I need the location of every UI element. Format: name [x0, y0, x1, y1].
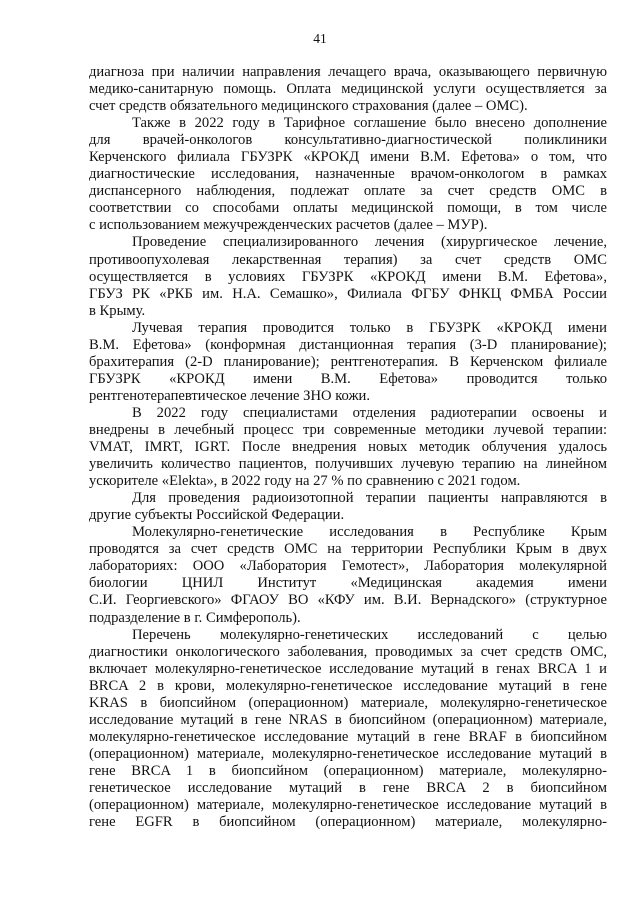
text-line: В 2022 году специалистами отделения радиотерапии освоены и	[132, 404, 607, 421]
text-line: внедрены в лечебный процесс три современные методики лучевой терапии:	[89, 421, 607, 438]
text-line: В.М. Ефетова» (конформная дистанционная терапия (3-D планирование);	[89, 336, 607, 353]
document-body	[89, 64, 607, 831]
text-line: BRCA 2 в крови, молекулярно-генетическое исследование мутаций в гене	[89, 677, 607, 694]
text-line: Также в 2022 году в Тарифное соглашение было внесено дополнение	[132, 115, 607, 132]
paragraph	[89, 234, 607, 319]
paragraph	[89, 320, 607, 405]
text-line: противоопухолевая лекарственная терапия) за счет средств ОМС	[89, 251, 607, 268]
text-line: биологии ЦНИЛ Институт «Медицинская академия имени	[89, 575, 607, 592]
text-line: лабораториях: ООО «Лаборатория Гемотест», Лаборатория молекулярной	[89, 558, 607, 575]
text-line: С.И. Георгиевского» ФГАОУ ВО «КФУ им. В.И. Вернадского» (структурное	[89, 592, 607, 609]
text-line: исследование мутаций в гене NRAS в биопсийном (операционном) материале,	[89, 711, 607, 728]
page-number: 41	[313, 31, 327, 46]
text-line: увеличить количество пациентов, получивших лучевую терапию на линейном	[89, 456, 607, 473]
text-line: Перечень молекулярно-генетических исследований с целью	[132, 626, 607, 643]
text-line: соответствии со способами оплаты медицинской помощи, в том числе	[89, 200, 607, 217]
text-line: Проведение специализированного лечения (хирургическое лечение,	[132, 234, 607, 251]
text-line: ускорителе «Elekta», в 2022 году на 27 % по сравнению с 2021 годом.	[89, 473, 521, 490]
text-line: счет средств обязательного медицинского страхования (далее – ОМС).	[89, 98, 528, 115]
text-line: Лучевая терапия проводится только в ГБУЗРК «КРОКД имени	[132, 319, 607, 336]
text-line: ГБУЗРК «КРОКД имени В.М. Ефетова» проводится только	[89, 370, 607, 387]
text-line: KRAS в биопсийном (операционном) материале, молекулярно-генетическое	[89, 694, 607, 711]
text-line: гене EGFR в биопсийном (операционном) материале, молекулярно-	[89, 814, 607, 831]
text-line: брахитерапия (2-D планирование); рентгенотерапия. В Керченском филиале	[89, 353, 607, 370]
text-line: рентгенотерапевтическое лечение ЗНО кожи.	[89, 387, 371, 404]
paragraph	[89, 115, 607, 234]
text-line: (операционном) материале, молекулярно-генетическое исследование мутаций в	[89, 797, 607, 814]
text-line: гене BRCA 1 в биопсийном (операционном) материале, молекулярно-	[89, 762, 607, 779]
text-line: в Крыму.	[89, 302, 146, 319]
text-line: Молекулярно-генетические исследования в Республике Крым	[132, 524, 607, 541]
text-line: генетическое исследование мутаций в гене BRCA 2 в биопсийном	[89, 779, 607, 796]
text-line: подразделение в г. Симферополь).	[89, 609, 301, 626]
text-line: ГБУЗ РК «РКБ им. Н.А. Семашко», Филиала ФГБУ ФНКЦ ФМБА России	[89, 285, 607, 302]
text-line: (операционном) материале, молекулярно-генетическое исследование мутаций в	[89, 745, 607, 762]
text-line: диспансерного наблюдения, подлежат оплате за счет средств ОМС в	[89, 183, 607, 200]
text-line: медико-санитарную помощь. Оплата медицинской услуги осуществляется за	[89, 81, 607, 98]
text-line: осуществляется в условиях ГБУЗРК «КРОКД имени В.М. Ефетова»,	[89, 268, 607, 285]
text-line: VMAT, IMRT, IGRT. После внедрения новых методик облучения удалось	[89, 439, 607, 456]
text-line: проводятся за счет средств ОМС на территории Республики Крым в двух	[89, 541, 607, 558]
text-line: Для проведения радиоизотопной терапии пациенты направляются в	[132, 490, 607, 507]
text-line: диагностические исследования, назначенные врачом-онкологом в рамках	[89, 166, 607, 183]
text-line: с использованием межучрежденческих расчетов (далее – МУР).	[89, 217, 488, 234]
text-line: Керченского филиала ГБУЗРК «КРОКД имени В.М. Ефетова» о том, что	[89, 149, 607, 166]
text-line: для врачей-онкологов консультативно-диагностической поликлиники	[89, 132, 607, 149]
paragraph	[89, 405, 607, 490]
paragraph	[89, 524, 607, 626]
text-line: молекулярно-генетическое исследование мутаций в гене BRAF в биопсийном	[89, 728, 607, 745]
paragraph	[89, 627, 607, 832]
text-line: включает молекулярно-генетическое исследование мутаций в генах BRCA 1 и	[89, 660, 607, 677]
text-line: диагноза при наличии направления лечащего врача, оказывающего первичную	[89, 64, 607, 80]
text-line: другие субъекты Российской Федерации.	[89, 507, 345, 524]
paragraph	[89, 64, 607, 115]
text-line: диагностики онкологического заболевания, проводимых за счет средств ОМС,	[89, 643, 607, 660]
paragraph	[89, 490, 607, 524]
